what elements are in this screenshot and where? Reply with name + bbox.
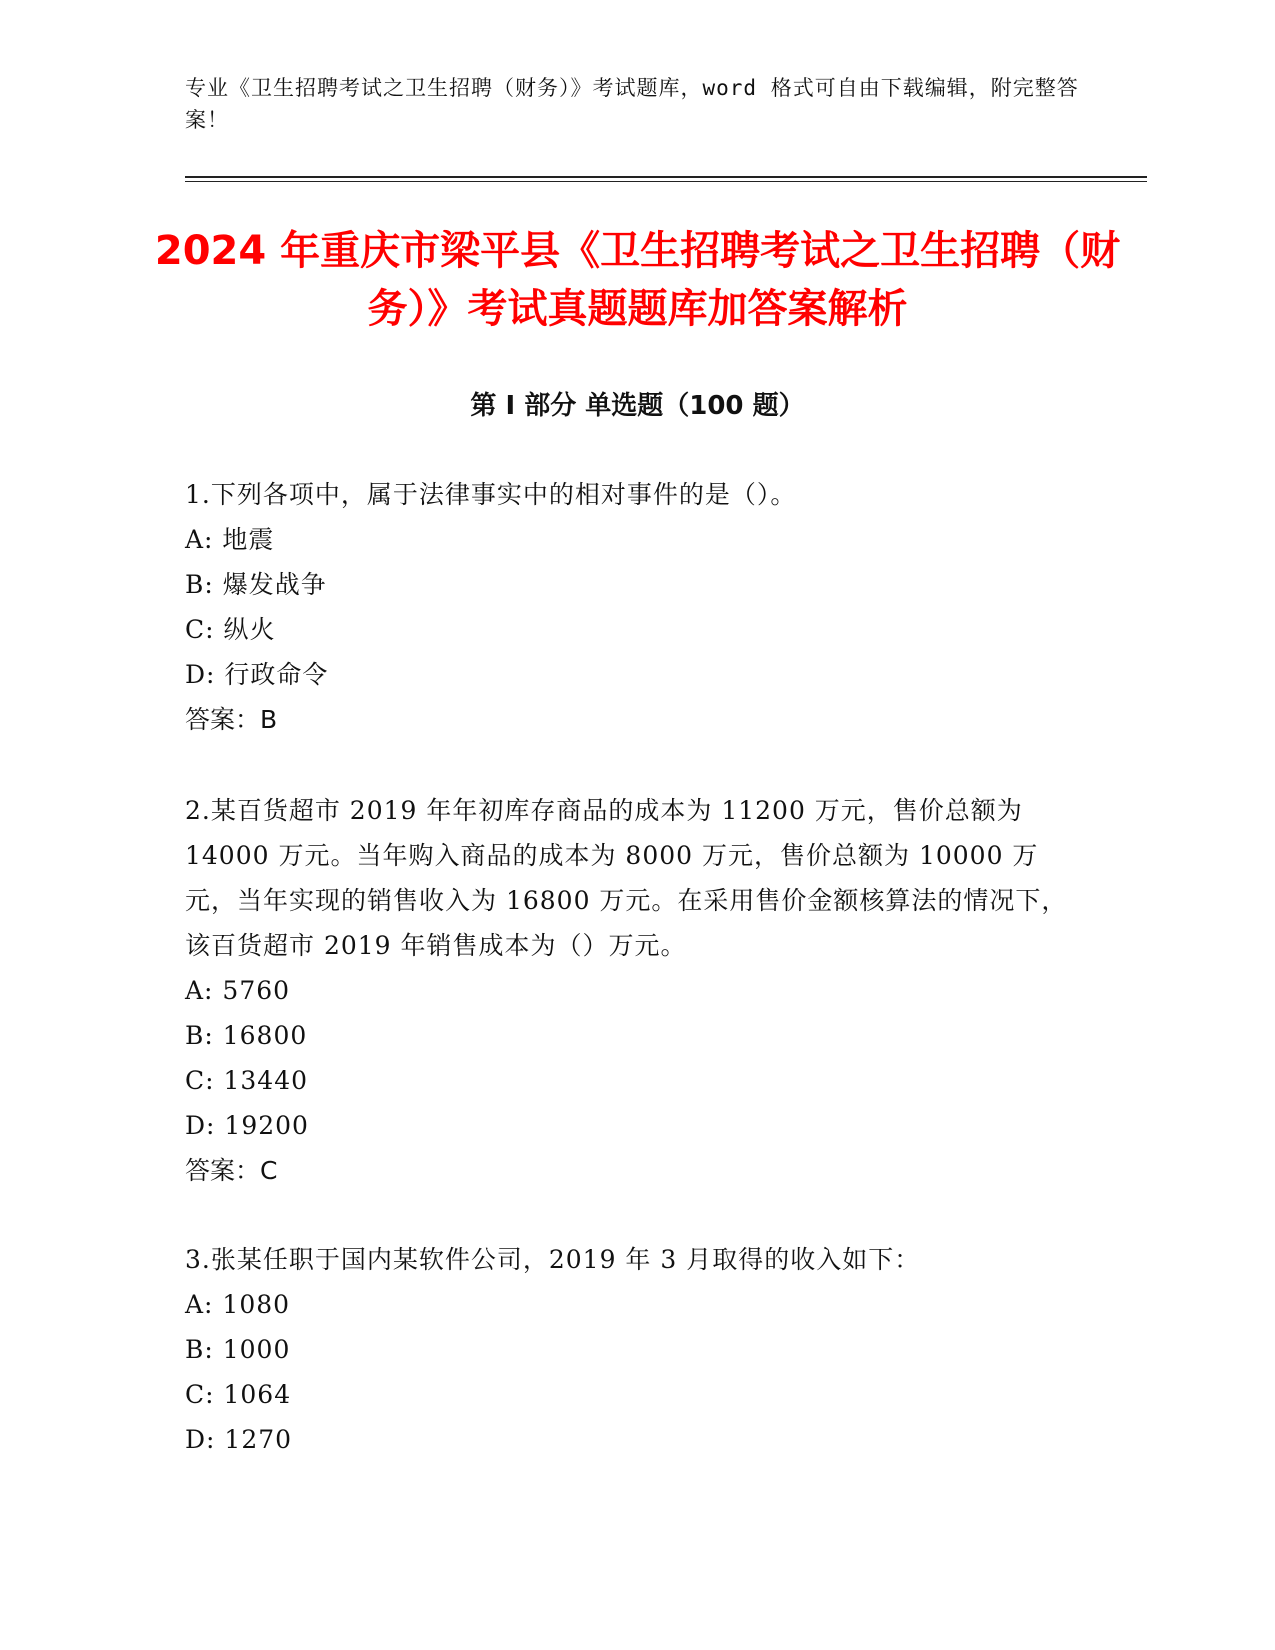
option-a: A: 1080 xyxy=(185,1290,291,1319)
option-d: D: 1270 xyxy=(185,1425,293,1454)
section-title: 第 I 部分 单选题（100 题） xyxy=(470,391,805,421)
option-c: C: 纵火 xyxy=(185,615,276,644)
option-b: B: 1000 xyxy=(185,1335,291,1364)
option-a: A: 5760 xyxy=(185,976,291,1005)
option-b: B: 16800 xyxy=(185,1021,308,1050)
document-title: 2024 年重庆市梁平县《卫生招聘考试之卫生招聘（财务）》考试真题题库加答案解析 xyxy=(154,228,1121,332)
option-a: A: 地震 xyxy=(185,525,275,554)
question-stem: 3.张某任职于国内某软件公司，2019 年 3 月取得的收入如下： xyxy=(185,1245,921,1274)
question-stem: 1.下列各项中，属于法律事实中的相对事件的是（）。 xyxy=(185,480,797,509)
option-c: C: 1064 xyxy=(185,1380,292,1409)
question-2 xyxy=(185,788,1085,1193)
header-divider-thin xyxy=(185,181,1147,182)
question-1 xyxy=(185,472,1085,742)
answer: 答案：C xyxy=(185,1156,278,1185)
header-note: 专业《卫生招聘考试之卫生招聘（财务）》考试题库，word 格式可自由下载编辑，附完整答案！ xyxy=(185,76,1079,132)
question-stem: 2.某百货超市 2019 年年初库存商品的成本为 11200 万元，售价总额为 14000 万元。当年购入商品的成本为 8000 万元，售价总额为 10000 万元，当年实现的销售收入为 16800 万元。在采用售价金额核算法的情况下，该百货超市 2019 年销售成本为（）万元。 xyxy=(185,796,1068,960)
option-c: C: 13440 xyxy=(185,1066,309,1095)
option-d: D: 行政命令 xyxy=(185,660,329,689)
option-d: D: 19200 xyxy=(185,1111,309,1140)
answer: 答案：B xyxy=(185,705,278,734)
header-divider-thick xyxy=(185,176,1147,178)
question-3 xyxy=(185,1237,1085,1462)
option-b: B: 爆发战争 xyxy=(185,570,327,599)
